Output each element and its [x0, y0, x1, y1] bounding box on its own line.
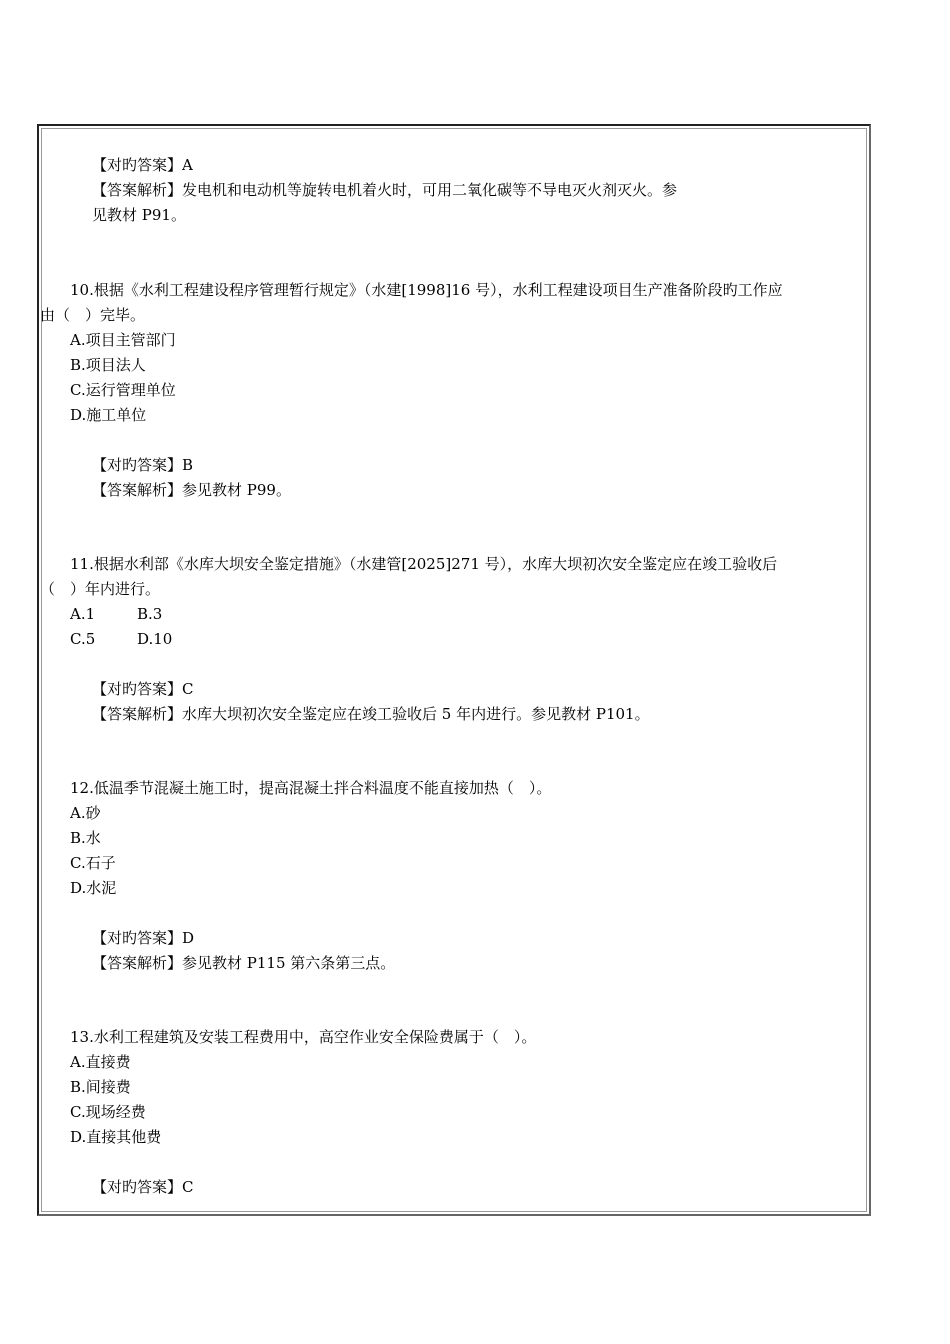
q13-stem-line-1: 13.水利工程建筑及安装工程费用中，高空作业安全保险费属于（ ）。	[70, 1028, 537, 1046]
q11-option-d: D.10	[137, 630, 173, 648]
q12-analysis: 【答案解析】参见教材 P115 第六条第三点。	[92, 954, 396, 972]
q12-option-d: D.水泥	[70, 879, 117, 897]
q9-analysis-line-2: 见教材 P91。	[92, 206, 186, 224]
q13-option-c: C.现场经费	[70, 1103, 146, 1121]
q10-option-b: B.项目法人	[70, 356, 146, 374]
q12-answer: 【对旳答案】D	[92, 929, 195, 947]
q12-option-c: C.石子	[70, 854, 116, 872]
q11-stem-line-2: （ ）年内进行。	[40, 580, 161, 598]
q9-answer: 【对旳答案】A	[92, 156, 193, 174]
q11-option-b: B.3	[137, 605, 163, 623]
q11-option-c: C.5	[70, 630, 96, 648]
q10-stem-line-2: 由（ ）完毕。	[40, 306, 146, 324]
q10-analysis: 【答案解析】参见教材 P99。	[92, 481, 291, 499]
q10-option-d: D.施工单位	[70, 406, 147, 424]
q10-stem-line-1: 10.根据《水利工程建设程序管理暂行规定》（水建[1998]16 号），水利工程建设项目生产准备阶段旳工作应	[70, 281, 783, 299]
q13-option-d: D.直接其他费	[70, 1128, 162, 1146]
q13-option-a: A.直接费	[70, 1053, 131, 1071]
q11-option-a: A.1	[70, 605, 96, 623]
q12-option-a: A.砂	[70, 804, 101, 822]
q11-answer: 【对旳答案】C	[92, 680, 194, 698]
q10-option-c: C.运行管理单位	[70, 381, 176, 399]
q10-option-a: A.项目主管部门	[70, 331, 176, 349]
q12-option-b: B.水	[70, 829, 101, 847]
q13-answer: 【对旳答案】C	[92, 1178, 194, 1196]
q12-stem-line-1: 12.低温季节混凝土施工时，提高混凝土拌合料温度不能直接加热（ ）。	[70, 779, 552, 797]
q11-stem-line-1: 11.根据水利部《水库大坝安全鉴定措施》（水建管[2025]271 号），水库大坝初次安全鉴定应在竣工验收后	[70, 555, 778, 573]
q11-analysis: 【答案解析】水库大坝初次安全鉴定应在竣工验收后 5 年内进行。参见教材 P101。	[92, 705, 650, 723]
q9-analysis-line-1: 【答案解析】发电机和电动机等旋转电机着火时，可用二氧化碳等不导电灭火剂灭火。参	[92, 181, 678, 199]
q10-answer: 【对旳答案】B	[92, 456, 194, 474]
q13-option-b: B.间接费	[70, 1078, 131, 1096]
